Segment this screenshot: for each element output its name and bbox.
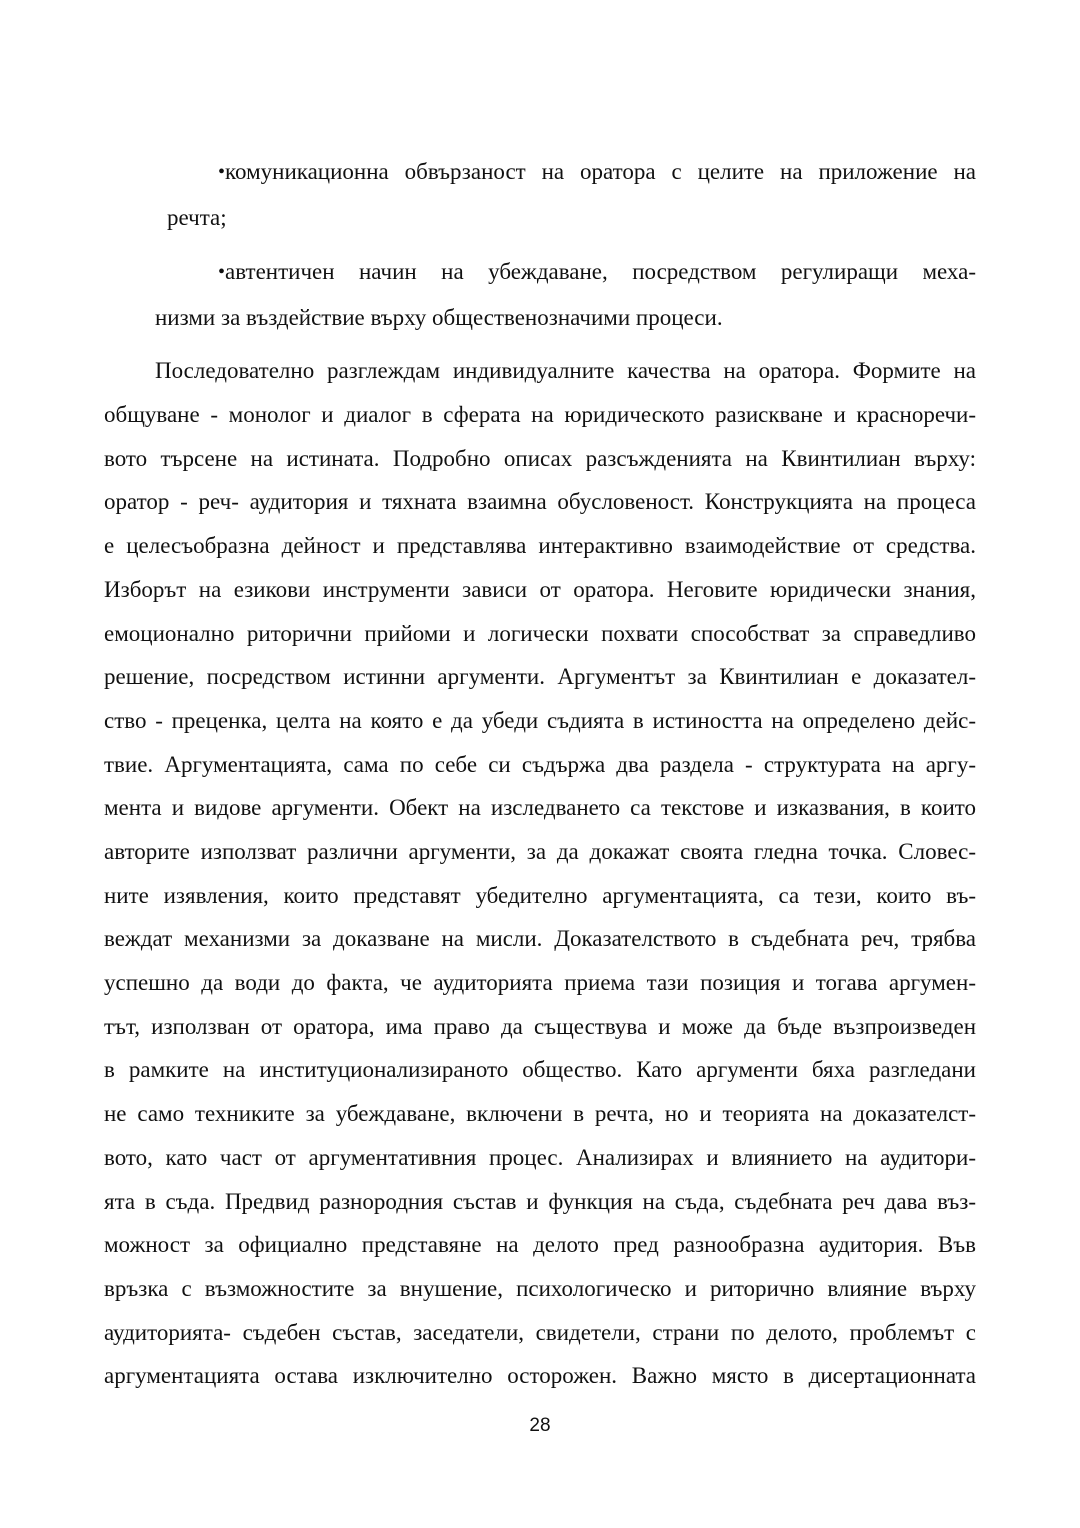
paragraph-line: ство - преценка, целта на която е да убеди съдията в истиността на определено дейс- xyxy=(104,708,976,733)
paragraph-line: вото търсене на истината. Подробно описах разсъжденията на Квинтилиан върху: xyxy=(104,446,976,471)
paragraph-line: ята в съда. Предвид разнородния състав и функция на съда, съдебната реч дава въз- xyxy=(104,1189,976,1214)
paragraph-line: Изборът на езикови инструменти зависи от оратора. Неговите юридически знания, xyxy=(104,577,976,602)
paragraph-line: веждат механизми за доказване на мисли. Доказателството в съдебната реч, трябва xyxy=(104,926,976,951)
paragraph-line: можност за официално представяне на делото пред разнообразна аудитория. Във xyxy=(104,1232,976,1257)
page-number: 28 xyxy=(529,1415,551,1436)
paragraph-line: аргументацията остава изключително осторожен. Важно място в дисертационната xyxy=(104,1363,976,1388)
paragraph-line: аудиторията- съдебен състав, заседатели, свидетели, страни по делото, проблемът с xyxy=(104,1320,976,1345)
paragraph-line: ните изявления, които представят убедително аргументацията, са тези, които въ- xyxy=(104,883,976,908)
paragraph-line: общуване - монолог и диалог в сферата на юридическото разискване и красноречи- xyxy=(104,402,976,427)
paragraph-line: оратор - реч- аудитория и тяхната взаимна обусловеност. Конструкцията на процеса xyxy=(104,489,976,514)
bullet-text: автентичен начин на убеждаване, посредством регулиращи меха- xyxy=(225,259,976,284)
bullet-item-1-line-1 xyxy=(218,157,976,187)
bullet-item-2-line-1 xyxy=(218,257,976,287)
bullet-item-2-line-2: низми за въздействие върху общественозначими процеси. xyxy=(155,305,723,330)
paragraph-line: авторите използват различни аргументи, за да докажат своята гледна точка. Словес- xyxy=(104,839,976,864)
paragraph-line: емоционално риторични прийоми и логически похвати способстват за справедливо xyxy=(104,621,976,646)
paragraph-line: в рамките на институционализираното общество. Като аргументи бяха разгледани xyxy=(104,1057,976,1082)
paragraph-line: Последователно разглеждам индивидуалните качества на оратора. Формите на xyxy=(155,358,976,383)
paragraph-line: връзка с възможностите за внушение, психологическо и риторично влияние върху xyxy=(104,1276,976,1301)
bullet-marker: • xyxy=(218,161,226,183)
paragraph-line: успешно да води до факта, че аудиторията приема тази позиция и тогава аргумен- xyxy=(104,970,976,995)
bullet-marker: • xyxy=(218,261,226,283)
bullet-item-1-line-2: речта; xyxy=(167,205,227,230)
paragraph-line: е целесъобразна дейност и представлява интерактивно взаимодействие от средства. xyxy=(104,533,976,558)
paragraph-line: не само техниките за убеждаване, включени в речта, но и теорията на доказателст- xyxy=(104,1101,976,1126)
bullet-text: комуникационна обвързаност на оратора с целите на приложение на xyxy=(225,159,976,184)
paragraph-line: твие. Аргументацията, сама по себе си съдържа два раздела - структурата на аргу- xyxy=(104,752,976,777)
paragraph-line: решение, посредством истинни аргументи. Аргументът за Квинтилиан е доказател- xyxy=(104,664,976,689)
paragraph-line: вото, като част от аргументативния процес. Анализирах и влиянието на аудитори- xyxy=(104,1145,976,1170)
paragraph-line: мента и видове аргументи. Обект на изследването са текстове и изказвания, в които xyxy=(104,795,976,820)
paragraph-line: тът, използван от оратора, има право да съществува и може да бъде възпроизведен xyxy=(104,1014,976,1039)
